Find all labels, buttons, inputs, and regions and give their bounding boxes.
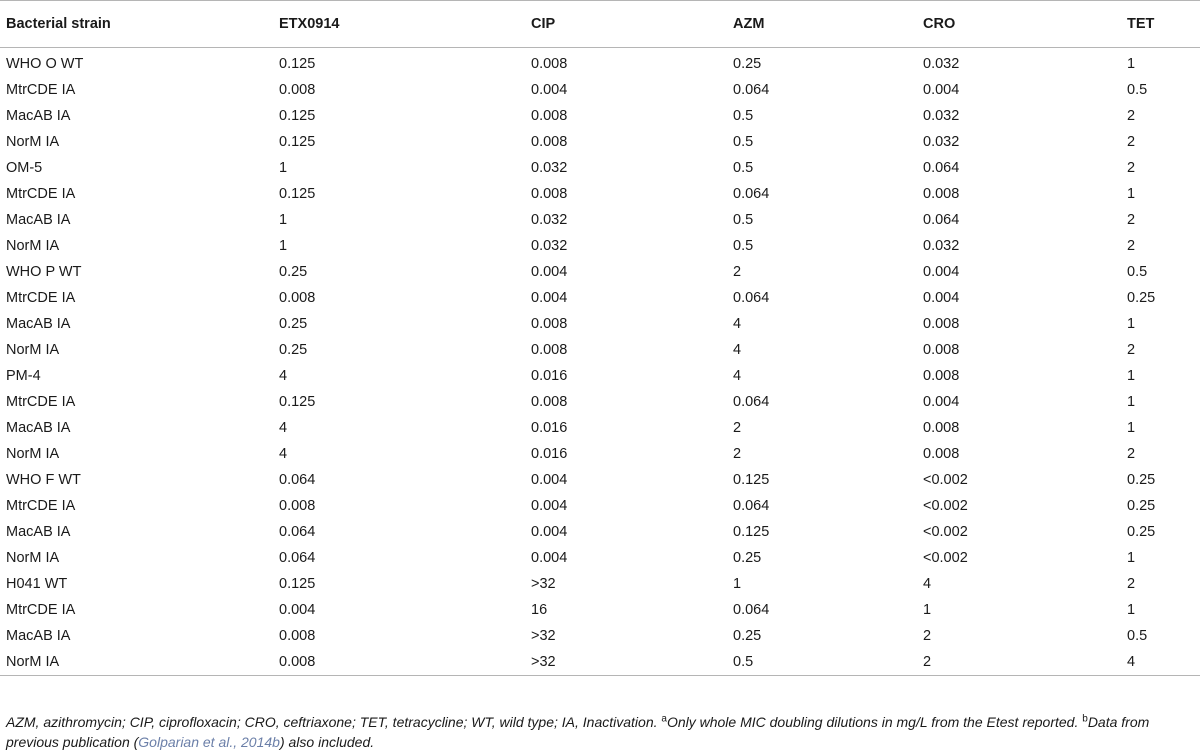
cell-azm: 0.064 bbox=[733, 82, 770, 98]
cell-strain: MacAB IA bbox=[6, 108, 71, 124]
cell-cip: 0.008 bbox=[531, 342, 568, 358]
table-row bbox=[0, 77, 1200, 103]
cell-tet: 2 bbox=[1127, 212, 1136, 228]
cell-cip: 0.032 bbox=[531, 238, 568, 254]
cell-etx0914: 1 bbox=[279, 160, 288, 176]
table-row bbox=[0, 415, 1200, 441]
cell-strain: H041 WT bbox=[6, 576, 68, 592]
table-header-row bbox=[0, 1, 1200, 48]
cell-strain: MacAB IA bbox=[6, 420, 71, 436]
cell-tet: 2 bbox=[1127, 576, 1136, 592]
cell-tet: 1 bbox=[1127, 186, 1136, 202]
cell-tet: 2 bbox=[1127, 160, 1136, 176]
table-row bbox=[0, 441, 1200, 467]
cell-etx0914: 0.008 bbox=[279, 290, 316, 306]
cell-tet: 1 bbox=[1127, 316, 1136, 332]
cell-strain: MacAB IA bbox=[6, 628, 71, 644]
cell-etx0914: 4 bbox=[279, 446, 288, 462]
table-row bbox=[0, 129, 1200, 155]
table-row bbox=[0, 207, 1200, 233]
cell-cro: 0.032 bbox=[923, 56, 960, 72]
cell-azm: 0.5 bbox=[733, 238, 754, 254]
cell-cro: 0.008 bbox=[923, 186, 960, 202]
header-azm: AZM bbox=[733, 1, 923, 48]
cell-cro: 0.064 bbox=[923, 212, 960, 228]
footnote-b-mark: b bbox=[1082, 713, 1088, 725]
table-row bbox=[0, 285, 1200, 311]
cell-etx0914: 0.25 bbox=[279, 264, 308, 280]
footnote-a-mark: a bbox=[661, 713, 667, 725]
cell-cro: <0.002 bbox=[923, 524, 968, 540]
table-row bbox=[0, 363, 1200, 389]
cell-tet: 4 bbox=[1127, 649, 1200, 676]
footnote-b-text-post: ) also included. bbox=[279, 734, 375, 750]
table-row bbox=[0, 311, 1200, 337]
cell-cip: 0.004 bbox=[531, 264, 568, 280]
cell-cro: 0.008 bbox=[923, 342, 960, 358]
cell-cip: 0.008 bbox=[531, 186, 568, 202]
cell-cip: 0.008 bbox=[531, 394, 568, 410]
table-row bbox=[0, 181, 1200, 207]
cell-azm: 2 bbox=[733, 446, 742, 462]
cell-azm: 0.5 bbox=[733, 160, 754, 176]
cell-cro: 4 bbox=[923, 576, 932, 592]
cell-cro: 0.008 bbox=[923, 316, 960, 332]
cell-cip: 0.032 bbox=[531, 212, 568, 228]
cell-etx0914: 0.125 bbox=[279, 186, 316, 202]
footnote-abbreviations: AZM, azithromycin; CIP, ciprofloxacin; CRO, ceftriaxone; TET, tetracycline; WT, wild type; IA, Inactivation. bbox=[6, 714, 658, 730]
cell-cro: <0.002 bbox=[923, 550, 968, 566]
cell-azm: 0.125 bbox=[733, 524, 770, 540]
cell-cro: 0.032 bbox=[923, 108, 960, 124]
cell-etx0914: 0.25 bbox=[279, 316, 308, 332]
header-tet: TET bbox=[1127, 1, 1200, 48]
cell-strain: NorM IA bbox=[6, 550, 60, 566]
cell-etx0914: 4 bbox=[279, 368, 288, 384]
cell-azm: 0.5 bbox=[733, 649, 923, 676]
cell-strain: MtrCDE IA bbox=[6, 602, 76, 618]
cell-strain: WHO F WT bbox=[6, 472, 81, 488]
cell-azm: 1 bbox=[733, 576, 742, 592]
cell-etx0914: 0.125 bbox=[279, 108, 316, 124]
cell-tet: 2 bbox=[1127, 108, 1136, 124]
cell-etx0914: 0.064 bbox=[279, 550, 316, 566]
footnote-reference-link[interactable]: Golparian et al., 2014b bbox=[138, 734, 280, 750]
cell-tet: 0.5 bbox=[1127, 264, 1148, 280]
cell-tet: 2 bbox=[1127, 342, 1136, 358]
cell-tet: 2 bbox=[1127, 238, 1136, 254]
cell-cro: 0.004 bbox=[923, 264, 960, 280]
cell-cip: 0.016 bbox=[531, 368, 568, 384]
cell-tet: 1 bbox=[1127, 602, 1136, 618]
table-row bbox=[0, 545, 1200, 571]
cell-strain: MtrCDE IA bbox=[6, 394, 76, 410]
table-row bbox=[0, 623, 1200, 649]
cell-etx0914: 0.125 bbox=[279, 394, 316, 410]
header-cro: CRO bbox=[923, 1, 1127, 48]
cell-cro: 0.008 bbox=[923, 420, 960, 436]
cell-cip: 0.004 bbox=[531, 290, 568, 306]
cell-etx0914: 0.008 bbox=[279, 82, 316, 98]
table-row bbox=[0, 389, 1200, 415]
cell-cro: 0.008 bbox=[923, 368, 960, 384]
cell-cip: >32 bbox=[531, 649, 733, 676]
cell-etx0914: 0.125 bbox=[279, 56, 316, 72]
cell-strain: MacAB IA bbox=[6, 524, 71, 540]
cell-azm: 4 bbox=[733, 316, 742, 332]
cell-tet: 0.5 bbox=[1127, 628, 1148, 644]
cell-strain: NorM IA bbox=[6, 342, 60, 358]
cell-azm: 0.25 bbox=[733, 550, 762, 566]
cell-cro: 2 bbox=[923, 649, 1127, 676]
cell-cip: 0.008 bbox=[531, 108, 568, 124]
cell-tet: 1 bbox=[1127, 394, 1136, 410]
table-row bbox=[0, 649, 1200, 676]
table-row bbox=[0, 337, 1200, 363]
cell-cro: 1 bbox=[923, 602, 932, 618]
cell-cip: 0.004 bbox=[531, 472, 568, 488]
cell-etx0914: 1 bbox=[279, 212, 288, 228]
cell-cro: 0.008 bbox=[923, 446, 960, 462]
cell-strain: OM-5 bbox=[6, 160, 43, 176]
cell-tet: 2 bbox=[1127, 446, 1136, 462]
cell-strain: MacAB IA bbox=[6, 316, 71, 332]
cell-azm: 2 bbox=[733, 264, 742, 280]
cell-cro: <0.002 bbox=[923, 472, 968, 488]
cell-cip: 0.004 bbox=[531, 498, 568, 514]
cell-azm: 0.25 bbox=[733, 628, 762, 644]
cell-tet: 1 bbox=[1127, 420, 1136, 436]
cell-azm: 0.125 bbox=[733, 472, 770, 488]
cell-etx0914: 0.064 bbox=[279, 472, 316, 488]
cell-etx0914: 0.125 bbox=[279, 134, 316, 150]
table-row bbox=[0, 103, 1200, 129]
cell-strain: MacAB IA bbox=[6, 212, 71, 228]
cell-azm: 0.5 bbox=[733, 108, 754, 124]
cell-cip: 0.008 bbox=[531, 56, 568, 72]
cell-etx0914: 4 bbox=[279, 420, 288, 436]
header-etx0914: ETX0914 bbox=[279, 1, 531, 48]
cell-tet: 0.5 bbox=[1127, 82, 1148, 98]
cell-etx0914: 0.064 bbox=[279, 524, 316, 540]
cell-tet: 2 bbox=[1127, 134, 1136, 150]
cell-etx0914: 0.008 bbox=[279, 498, 316, 514]
cell-cro: 0.032 bbox=[923, 134, 960, 150]
cell-strain: NorM IA bbox=[6, 238, 60, 254]
cell-tet: 0.25 bbox=[1127, 498, 1156, 514]
cell-cip: 0.008 bbox=[531, 134, 568, 150]
cell-cip: 16 bbox=[531, 602, 548, 618]
cell-cro: 0.004 bbox=[923, 394, 960, 410]
cell-strain: WHO P WT bbox=[6, 264, 82, 280]
cell-strain: NorM IA bbox=[0, 649, 279, 676]
cell-cip: >32 bbox=[531, 628, 556, 644]
header-bacterial-strain: Bacterial strain bbox=[0, 1, 279, 48]
cell-azm: 4 bbox=[733, 368, 742, 384]
cell-strain: MtrCDE IA bbox=[6, 186, 76, 202]
cell-etx0914: 0.008 bbox=[279, 649, 531, 676]
cell-azm: 4 bbox=[733, 342, 742, 358]
table-body bbox=[0, 48, 1200, 676]
cell-azm: 0.25 bbox=[733, 56, 762, 72]
cell-cip: 0.004 bbox=[531, 550, 568, 566]
cell-azm: 0.064 bbox=[733, 186, 770, 202]
cell-azm: 0.064 bbox=[733, 394, 770, 410]
cell-cro: 0.064 bbox=[923, 160, 960, 176]
cell-tet: 1 bbox=[1127, 368, 1136, 384]
cell-strain: WHO O WT bbox=[6, 56, 84, 72]
cell-cip: 0.004 bbox=[531, 82, 568, 98]
cell-azm: 0.064 bbox=[733, 498, 770, 514]
cell-azm: 0.5 bbox=[733, 134, 754, 150]
table-row bbox=[0, 519, 1200, 545]
table-row bbox=[0, 597, 1200, 623]
cell-etx0914: 1 bbox=[279, 238, 288, 254]
cell-tet: 0.25 bbox=[1127, 290, 1156, 306]
cell-azm: 0.064 bbox=[733, 602, 770, 618]
cell-cip: 0.004 bbox=[531, 524, 568, 540]
table-row bbox=[0, 571, 1200, 597]
cell-etx0914: 0.008 bbox=[279, 628, 316, 644]
cell-strain: NorM IA bbox=[6, 446, 60, 462]
table-row bbox=[0, 259, 1200, 285]
cell-etx0914: 0.25 bbox=[279, 342, 308, 358]
footnote-b-text-pre: Data from previous publication ( bbox=[6, 714, 1150, 750]
cell-etx0914: 0.125 bbox=[279, 576, 316, 592]
table-footnote bbox=[6, 712, 1194, 752]
cell-cro: 2 bbox=[923, 628, 932, 644]
cell-cip: 0.008 bbox=[531, 316, 568, 332]
cell-azm: 0.064 bbox=[733, 290, 770, 306]
cell-strain: MtrCDE IA bbox=[6, 498, 76, 514]
header-cip: CIP bbox=[531, 1, 733, 48]
cell-strain: MtrCDE IA bbox=[6, 290, 76, 306]
cell-cro: <0.002 bbox=[923, 498, 968, 514]
table-row bbox=[0, 48, 1200, 78]
footnote-a-text: Only whole MIC doubling dilutions in mg/L from the Etest reported. bbox=[666, 714, 1079, 730]
cell-etx0914: 0.004 bbox=[279, 602, 316, 618]
cell-strain: NorM IA bbox=[6, 134, 60, 150]
cell-tet: 0.25 bbox=[1127, 472, 1156, 488]
cell-cro: 0.004 bbox=[923, 290, 960, 306]
table-row bbox=[0, 467, 1200, 493]
cell-cip: 0.032 bbox=[531, 160, 568, 176]
cell-cip: 0.016 bbox=[531, 420, 568, 436]
cell-tet: 1 bbox=[1127, 56, 1136, 72]
cell-tet: 1 bbox=[1127, 550, 1136, 566]
cell-cip: 0.016 bbox=[531, 446, 568, 462]
cell-strain: PM-4 bbox=[6, 368, 41, 384]
table-row bbox=[0, 233, 1200, 259]
cell-azm: 0.5 bbox=[733, 212, 754, 228]
cell-azm: 2 bbox=[733, 420, 742, 436]
cell-strain: MtrCDE IA bbox=[6, 82, 76, 98]
table-row bbox=[0, 155, 1200, 181]
cell-cro: 0.004 bbox=[923, 82, 960, 98]
table-row bbox=[0, 493, 1200, 519]
cell-cip: >32 bbox=[531, 576, 556, 592]
cell-cro: 0.032 bbox=[923, 238, 960, 254]
cell-tet: 0.25 bbox=[1127, 524, 1156, 540]
